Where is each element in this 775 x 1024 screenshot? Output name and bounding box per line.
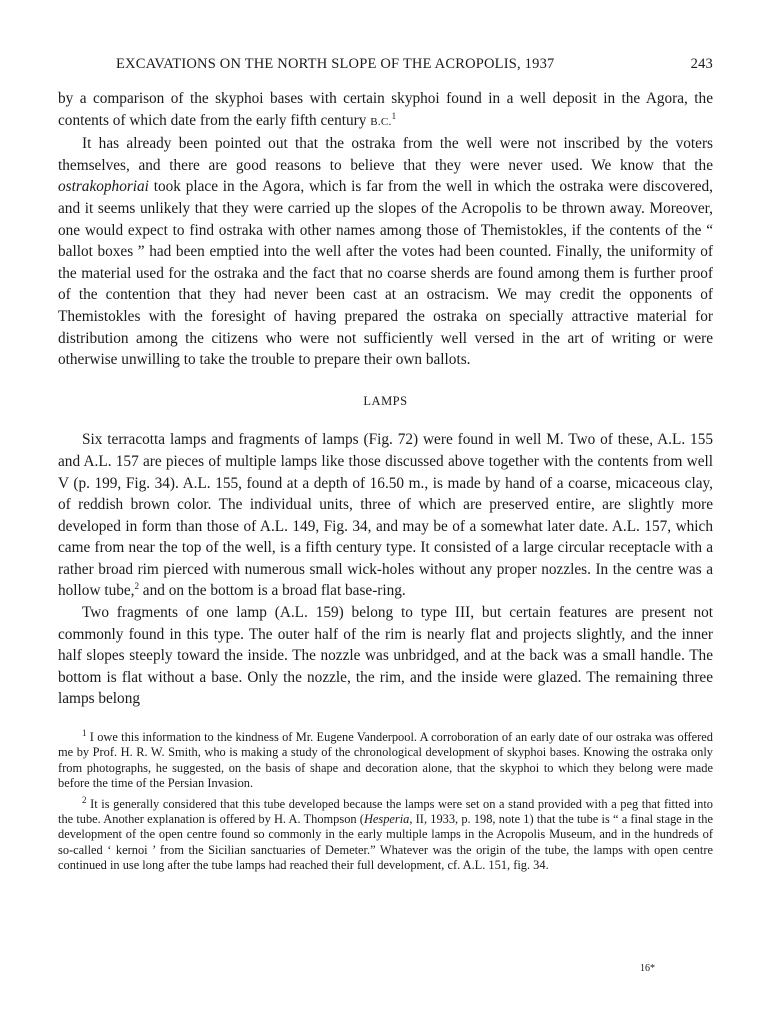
paragraph-4: Two fragments of one lamp (A.L. 159) belong to type III, but certain features are present not commonly found in this type. The outer half of the rim is nearly flat and projects slightly, and the inner half slopes steeply toward the inside. The nozzle was unbridged, and at the back was a small handle. The bottom is flat without a base. Only the nozzle, the rim, and the inside were glazed. The remaining three lamps belong: [58, 604, 713, 708]
footnote-2-italic: Hesperia: [363, 812, 410, 827]
footnote-2-mark: 2: [82, 794, 87, 805]
paragraph-1: [58, 88, 713, 133]
paragraph-3-text-b: and on the bottom is a broad flat base-ring.: [138, 582, 406, 600]
footnote-1: [58, 727, 713, 792]
running-header: [58, 56, 713, 80]
bc-abbreviation: B.C.: [370, 115, 392, 128]
footnote-1-mark: 1: [82, 727, 87, 738]
paragraph-2-text-a: It has already been pointed out that the ostraka from the well were not inscribed by the voters themselves, and there are good reasons to believe that they were never used. We know that the: [58, 135, 713, 174]
paragraph-2: [58, 133, 713, 371]
paragraph-2-text-b: took place in the Agora, which is far from the well in which the ostraka were discovered, and it seems unlikely that they were carried up the slopes of the Acropolis to be thrown away. Moreover, one would expect to find ostraka with other names among those of Themistokles, if the contents of the “ ballot boxes ” had been emptied into the well after the votes had been counted. Finally, the uniformity of the material used for the ostraka and the fact that no coarse sherds are found among them is further proof of the contention that they had never been cast at an ostracism. We may credit the opponents of Themistokles with the foresight of having prepared the ostraka on specially attractive material for distribution among the citizens who were not sufficiently well versed in the art of writing or were otherwise unwilling to take the trouble to prepare their own ballots.: [58, 178, 713, 369]
footnotes: [58, 727, 713, 874]
section-heading-lamps: LAMPS: [363, 393, 408, 408]
running-title: EXCAVATIONS ON THE NORTH SLOPE OF THE ACROPOLIS, 1937: [116, 56, 555, 72]
page-number: 243: [690, 56, 713, 72]
footnote-2-text-a: It is generally considered that this tube developed because the lamps were set on a stand provided with a peg that fitted into the tube. Another explanation is offered by H. A. Thompson (: [58, 796, 713, 827]
footnote-1-text: I owe this information to the kindness of Mr. Eugene Vanderpool. A corroboration of an early date of our ostraka was offered me by Prof. H. R. W. Smith, who is making a study of the chronological development of skyphoi bases. Knowing the ostraka only from photographs, he suggested, on the basis of shape and decoration alone, that the skyphoi to which they belong were made before the time of the Persian Invasion.: [58, 730, 713, 791]
footnote-2-text-b: , II, 1933, p. 198, note 1) that the tube is “ a final stage in the development of the open centre found so commonly in the early multiple lamps in the Acropolis Museum, and in the hundreds of so-called ‘ kernoi ’ from the Sicilian sanctuaries of Demeter.” Whatever was the origin of the tube, the lamps with open centre continued in use long after the tube lamps had reached their full development, cf. A.L. 151, fig. 34.: [58, 812, 713, 873]
paragraph-2-italic: ostrakophoriai: [58, 178, 149, 196]
paragraph-3: [58, 429, 713, 602]
footnote-ref-1: 1: [391, 110, 397, 121]
footnote-ref-2: 2: [134, 581, 139, 592]
body-text: [58, 88, 713, 710]
paragraph-1-text: by a comparison of the skyphoi bases with certain skyphoi found in a well deposit in the Agora, the contents of which date from the early fifth century: [58, 90, 713, 129]
footnote-2: [58, 794, 713, 874]
paragraph-3-text-a: Six terracotta lamps and fragments of lamps (Fig. 72) were found in well M. Two of these, A.L. 155 and A.L. 157 are pieces of multiple lamps like those discussed above together with the contents from well V (p. 199, Fig. 34). A.L. 155, found at a depth of 16.50 m., is made by hand of a coarse, micaceous clay, of reddish brown color. The individual units, three of which are preserved entire, are slightly more developed in form than those of A.L. 149, Fig. 34, and may be of a somewhat later date. A.L. 157, which came from near the top of the well, is a fifth century type. It consisted of a large circular receptacle with a rather broad rim pierced with numerous small wick-holes without any proper nozzles. In the centre was a hollow tube,: [58, 431, 713, 600]
signature-mark: 16*: [640, 963, 655, 974]
page: [58, 56, 713, 879]
